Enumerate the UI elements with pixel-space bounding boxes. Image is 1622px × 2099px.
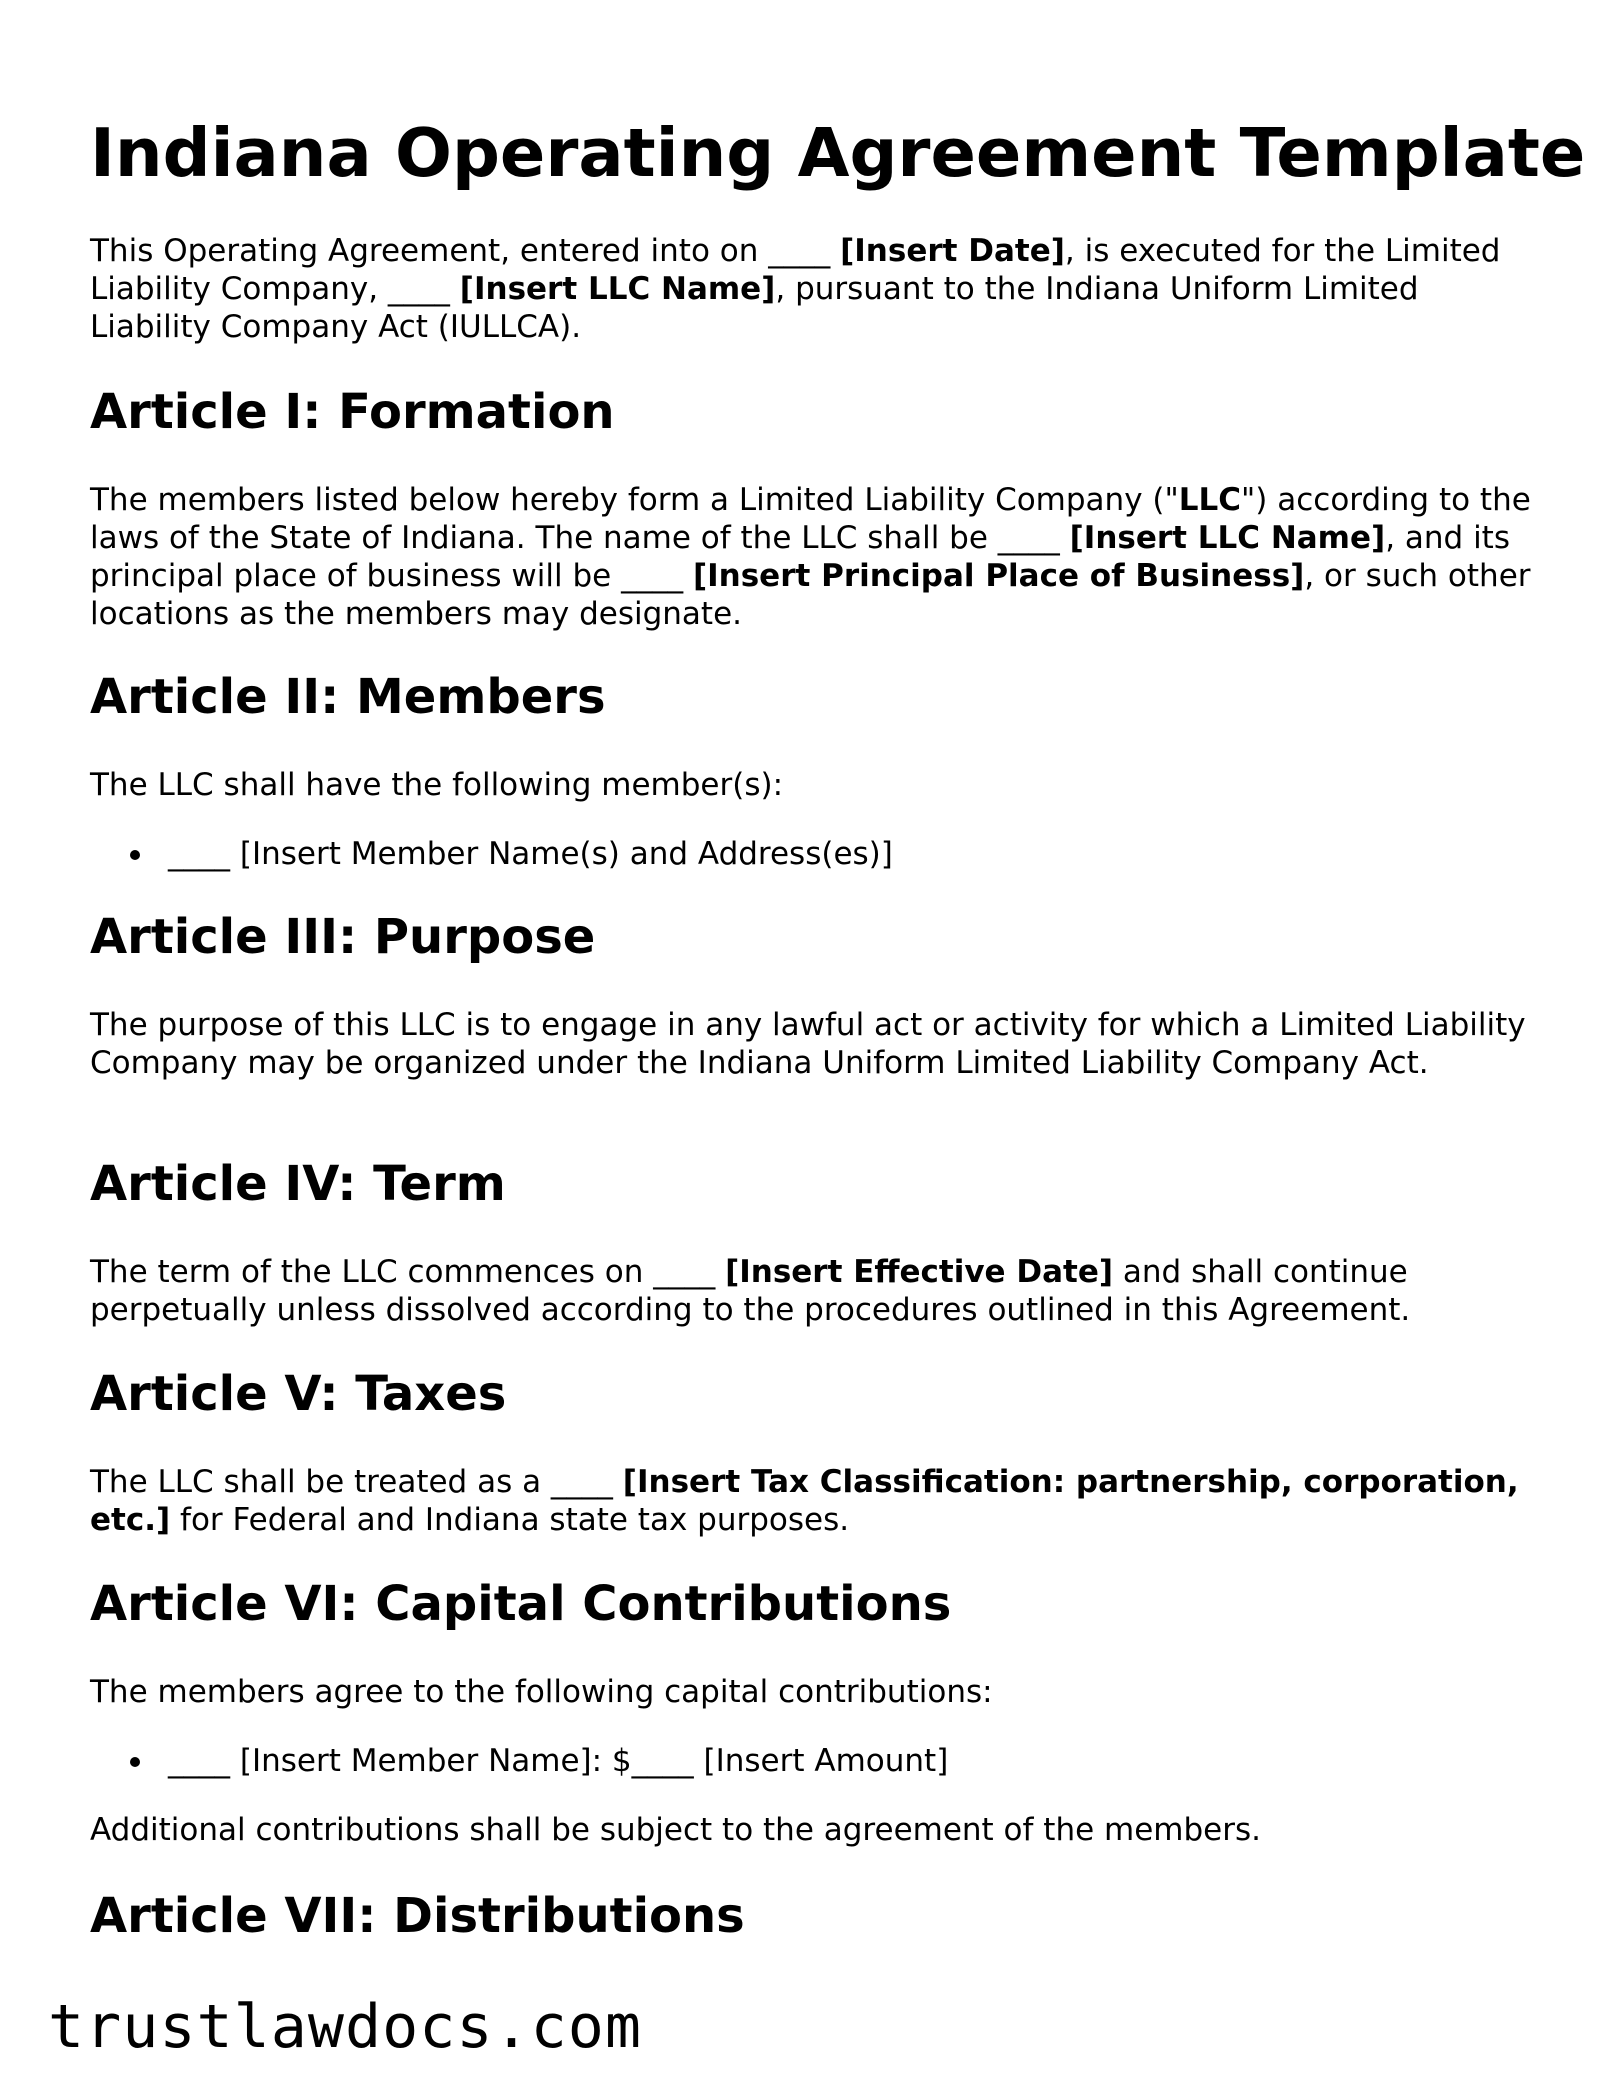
members-list (90, 835, 1535, 873)
article-5-heading: Article V: Taxes (90, 1366, 507, 1422)
list-item (90, 835, 1535, 873)
article-2-paragraph: The LLC shall have the following member(s): (90, 767, 784, 803)
text-run: The LLC shall be treated as a ____ (90, 1464, 623, 1500)
article-6-heading: Article VI: Capital Contributions (90, 1576, 952, 1632)
text-run: , pursuant to the Indiana Uniform Limited Liability Company Act (IULLCA). (90, 271, 1419, 345)
text-run: for Federal and Indiana state tax purposes. (170, 1502, 850, 1538)
bullet-icon (130, 1757, 140, 1767)
placeholder-llc-name: [Insert LLC Name] (1069, 520, 1386, 556)
list-item-text: ____ [Insert Member Name]: $____ [Insert Amount] (168, 1743, 949, 1779)
list-item (90, 1742, 1535, 1780)
placeholder-tax-classification: [Insert Tax Classification: partnership, corporation, etc.] (90, 1464, 1519, 1538)
text-run: The term of the LLC commences on ____ (90, 1254, 726, 1290)
text-run: This Operating Agreement, entered into on ____ (90, 233, 841, 269)
bullet-icon (130, 850, 140, 860)
placeholder-date: [Insert Date] (840, 233, 1065, 269)
contributions-list (90, 1742, 1535, 1780)
article-3-paragraph: The purpose of this LLC is to engage in any lawful act or activity for which a Limited Liability Company may be organized under the Indiana Uniform Limited Liability Company Act. (90, 1007, 1526, 1081)
list-item-text: ____ [Insert Member Name(s) and Address(es)] (168, 836, 893, 872)
article-4-heading: Article IV: Term (90, 1156, 506, 1212)
llc-term: LLC (1178, 482, 1242, 518)
article-2-heading: Article II: Members (90, 669, 606, 725)
article-7-heading: Article VII: Distributions (90, 1888, 745, 1944)
text-run: ") according to the laws of the State of Indiana. The name of the LLC shall be ____ (90, 482, 1531, 556)
watermark: trustlawdocs.com (48, 1992, 642, 2062)
article-6-additional-paragraph: Additional contributions shall be subject to the agreement of the members. (90, 1812, 1261, 1848)
article-4-paragraph (90, 1253, 1535, 1329)
text-run: , or such other locations as the members may designate. (90, 558, 1531, 632)
document-title: Indiana Operating Agreement Template (90, 114, 1586, 192)
article-1-paragraph (90, 481, 1535, 633)
placeholder-effective-date: [Insert Effective Date] (725, 1254, 1114, 1290)
text-run: and shall continue perpetually unless dissolved according to the procedures outlined in this Agreement. (90, 1254, 1411, 1328)
text-run: , is executed for the Limited Liability Company, ____ (90, 233, 1501, 307)
placeholder-principal-place: [Insert Principal Place of Business] (692, 558, 1305, 594)
article-6-paragraph: The members agree to the following capital contributions: (90, 1674, 993, 1710)
text-run: , and its principal place of business will be ____ (90, 520, 1510, 594)
text-run: The members listed below hereby form a Limited Liability Company (" (90, 482, 1179, 518)
intro-paragraph (90, 232, 1535, 346)
placeholder-llc-name: [Insert LLC Name] (459, 271, 776, 307)
article-3-heading: Article III: Purpose (90, 909, 596, 965)
article-1-heading: Article I: Formation (90, 384, 615, 440)
article-5-paragraph (90, 1463, 1535, 1539)
